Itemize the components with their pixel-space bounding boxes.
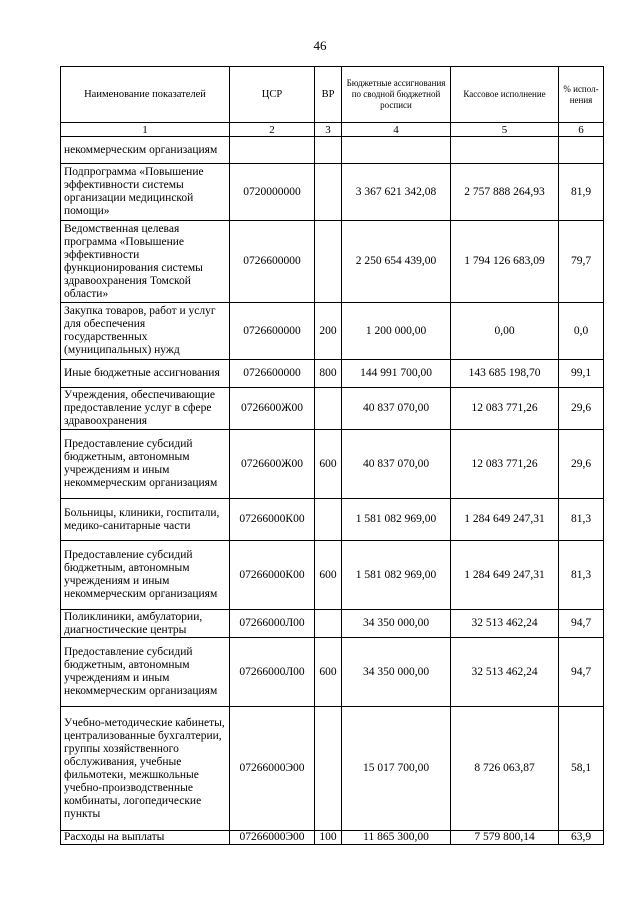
row-budget: 15 017 700,00 [342,707,451,831]
row-cash: 12 083 771,26 [451,430,559,499]
row-name: Предоставление субсидий бюджетным, автономным учреждениям и иным некоммерческим организациям [61,541,230,610]
table-row [61,831,604,845]
row-name: Учебно-методические кабинеты, централизованные бухгалтерии, группы хозяйственного обслуживания, учебные фильмотеки, межшкольные учебно-производственные комбинаты, логопедические пункты [61,707,230,831]
row-cash: 8 726 063,87 [451,707,559,831]
row-vr [315,610,342,638]
row-name: Ведомственная целевая программа «Повышение эффективности функционирования системы здравоохранения Томской области» [61,221,230,303]
column-number: 2 [230,123,315,137]
row-name: Иные бюджетные ассигнования [61,360,230,388]
table-row [61,610,604,638]
row-budget [342,137,451,164]
row-name: Закупка товаров, работ и услуг для обеспечения государственных (муниципальных) нужд [61,303,230,360]
row-percent: 29,6 [559,388,604,430]
row-cash [451,137,559,164]
row-csr: 07266000Э00 [230,831,315,845]
row-budget: 1 200 000,00 [342,303,451,360]
row-budget: 1 581 082 969,00 [342,499,451,541]
row-budget: 40 837 070,00 [342,388,451,430]
header-name: Наименование показателей [61,67,230,123]
row-csr: 07266000Э00 [230,707,315,831]
row-cash: 1 794 126 683,09 [451,221,559,303]
row-cash: 1 284 649 247,31 [451,499,559,541]
row-budget: 2 250 654 439,00 [342,221,451,303]
budget-execution-table [60,66,604,845]
row-cash: 32 513 462,24 [451,610,559,638]
row-vr: 600 [315,541,342,610]
row-name: Предоставление субсидий бюджетным, автономным учреждениям и иным некоммерческим организациям [61,638,230,707]
row-name: некоммерческим организациям [61,137,230,164]
row-name: Больницы, клиники, госпитали, медико-санитарные части [61,499,230,541]
row-csr: 0726600Ж00 [230,430,315,499]
row-csr: 07266000Л00 [230,638,315,707]
row-vr: 600 [315,430,342,499]
row-csr: 07266000Л00 [230,610,315,638]
row-percent: 94,7 [559,638,604,707]
page-number: 46 [313,38,327,53]
column-number: 4 [342,123,451,137]
header-percent: % испол- нения [559,67,604,123]
row-vr [315,221,342,303]
row-cash: 32 513 462,24 [451,638,559,707]
column-number: 6 [559,123,604,137]
table-row [61,137,604,164]
row-csr: 07266000К00 [230,499,315,541]
row-csr: 0726600000 [230,360,315,388]
row-vr [315,707,342,831]
table-row [61,221,604,303]
row-budget: 3 367 621 342,08 [342,164,451,221]
row-name: Расходы на выплаты [61,831,230,845]
row-percent: 99,1 [559,360,604,388]
header-csr: ЦСР [230,67,315,123]
row-percent: 79,7 [559,221,604,303]
row-percent: 81,3 [559,499,604,541]
row-percent: 81,3 [559,541,604,610]
row-csr: 0726600000 [230,221,315,303]
row-budget: 11 865 300,00 [342,831,451,845]
column-number: 1 [61,123,230,137]
table-row [61,360,604,388]
row-percent: 94,7 [559,610,604,638]
row-vr [315,388,342,430]
row-budget: 34 350 000,00 [342,638,451,707]
row-name: Подпрограмма «Повышение эффективности системы организации медицинской помощи» [61,164,230,221]
row-percent: 0,0 [559,303,604,360]
row-csr: 0726600000 [230,303,315,360]
column-number: 5 [451,123,559,137]
header-vr: ВР [315,67,342,123]
table-row [61,388,604,430]
column-number-row [61,123,604,137]
row-percent [559,137,604,164]
column-number: 3 [315,123,342,137]
row-cash: 12 083 771,26 [451,388,559,430]
row-cash: 2 757 888 264,93 [451,164,559,221]
table-row [61,541,604,610]
row-cash: 1 284 649 247,31 [451,541,559,610]
table-row [61,164,604,221]
row-budget: 144 991 700,00 [342,360,451,388]
row-csr: 0726600Ж00 [230,388,315,430]
row-name: Предоставление субсидий бюджетным, автономным учреждениям и иным некоммерческим организациям [61,430,230,499]
row-percent: 63,9 [559,831,604,845]
table-row [61,638,604,707]
row-vr [315,499,342,541]
row-percent: 29,6 [559,430,604,499]
row-cash: 143 685 198,70 [451,360,559,388]
row-csr [230,137,315,164]
row-vr: 100 [315,831,342,845]
row-vr: 200 [315,303,342,360]
table-row [61,430,604,499]
row-vr [315,137,342,164]
row-csr: 07266000К00 [230,541,315,610]
row-csr: 0720000000 [230,164,315,221]
row-budget: 40 837 070,00 [342,430,451,499]
table-row [61,707,604,831]
row-vr: 600 [315,638,342,707]
row-budget: 34 350 000,00 [342,610,451,638]
row-cash: 7 579 800,14 [451,831,559,845]
table-row [61,499,604,541]
row-vr: 800 [315,360,342,388]
header-row [61,67,604,123]
row-name: Учреждения, обеспечивающие предоставление услуг в сфере здравоохранения [61,388,230,430]
row-percent: 58,1 [559,707,604,831]
header-budget: Бюджетные ассигнования по сводной бюджетной росписи [342,67,451,123]
table-row [61,303,604,360]
row-vr [315,164,342,221]
row-cash: 0,00 [451,303,559,360]
row-percent: 81,9 [559,164,604,221]
header-cash: Кассовое исполнение [451,67,559,123]
row-name: Поликлиники, амбулатории, диагностические центры [61,610,230,638]
row-budget: 1 581 082 969,00 [342,541,451,610]
